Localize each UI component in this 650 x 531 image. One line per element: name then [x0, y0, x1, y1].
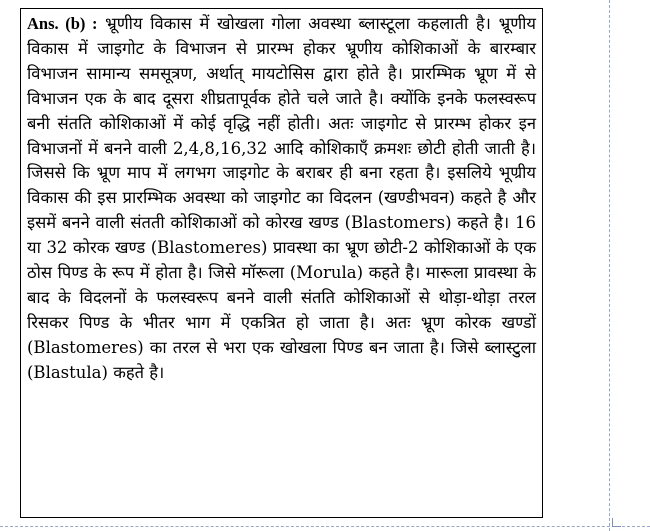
text-line: रिसकर पिण्ड के भीतर भाग में एकत्रित हो जाता है। अतः भ्रूण: [27, 312, 445, 332]
text-line: कोरक खण्डों (Blastomeres) का तरल से भरा एक खोखला: [27, 312, 537, 357]
text-line: जिससे कि भ्रूण माप में लगभग जाइगोट के बराबर ही बना रहता: [27, 163, 419, 183]
text-line: फलस्वरूप बनी संतति कोशिकाओं में कोई वृद्धि नहीं होती। अतः: [27, 88, 536, 133]
text-line: होकर भ्रूणीय कोशिकाओं के बारम्बार विभाजन सामान्य समसूत्रण,: [27, 38, 537, 83]
answer-box: [20, 8, 543, 518]
text-line: के बाद दूसरा शीघ्रतापूर्वक होते चले जाते है। क्योंकि इनके: [113, 88, 468, 108]
text-line: भ्रूणीय विकास में खोखला गोला अवस्था ब्लास्टूला: [97, 14, 410, 33]
page-margin-guide-horizontal: [0, 526, 650, 527]
text-line: है। इसलिये भूण्रीय विकास की इस प्रारम्भिक अवस्था को जाइगोट: [27, 163, 536, 208]
text-line: कहलाती है। भ्रूणीय विकास में जाइगोट के विभाजन से प्रारम्भ: [27, 14, 536, 58]
page-margin-guide-vertical: [609, 0, 610, 531]
text-line: फलस्वरूप बनने वाली संतति कोशिकाओं से थोड़ा-थोड़ा तरल: [156, 287, 536, 307]
text-line: (Morula) कहते है। मारूला प्रावस्था के बाद के विदलनों के: [27, 263, 536, 307]
answer-paragraph: [27, 12, 536, 386]
text-line: पिण्ड बन जाता है। जिसे ब्लास्टुला (Blastula) कहते है।: [27, 337, 536, 382]
text-line: 2,4,8,16,32 आदि कोशिकाएँ क्रमशः छोटी होती जाती है।: [172, 138, 536, 158]
text-line: 32 कोरक खण्ड (Blastomeres) प्रावस्था का भ्रूण छोटी-2: [46, 238, 419, 258]
text-line: जाइगोट से प्रारम्भ होकर इन विभाजनों में बनने वाली: [27, 113, 536, 158]
answer-label: Ans. (b) :: [27, 14, 98, 33]
page-corner-mark: [612, 518, 621, 527]
text-line: कोशिकाओं को कोरख खण्ड (Blastomers) कहते है। 16 या: [27, 213, 536, 258]
text-line: का विदलन (खण्डीभवन) कहते है और इसमें बनने वाली संतती: [27, 188, 536, 233]
text-line: अर्थात् मायटोसिस द्वारा होते है। प्रारम्भिक भ्रूण में से विभाजन एक: [27, 63, 536, 108]
text-line: कोशिकाओं के एक ठोस पिण्ड के रूप में होता है। जिसे मॉरूला: [27, 238, 536, 283]
